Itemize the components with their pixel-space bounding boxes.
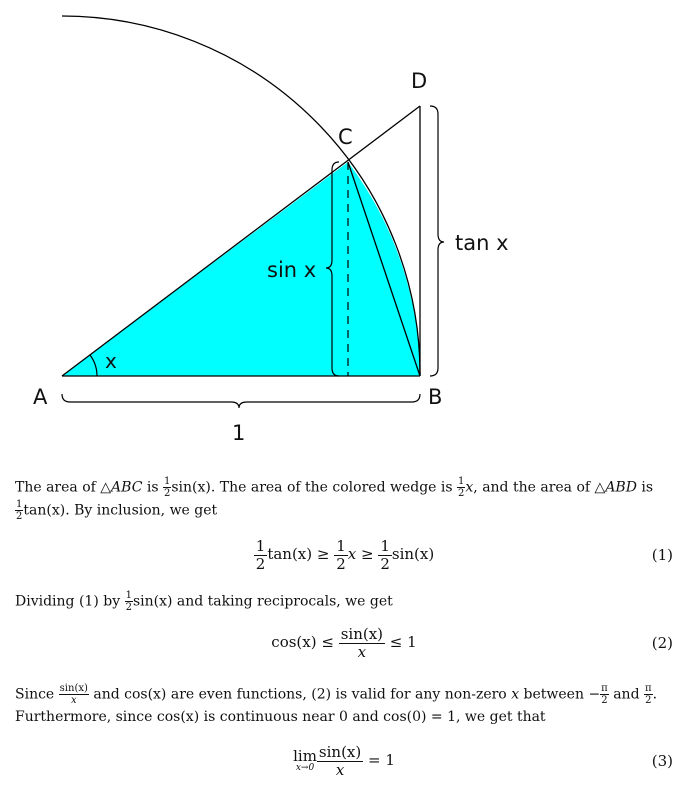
equation-1: $\frac{1}{2}$ tan(x) ≥ $\frac{1}{2}$ x ≥ $\frac{1}{2}$ sin(x) (1) (255, 537, 673, 573)
label-d: D (411, 69, 428, 93)
base-brace (62, 394, 420, 408)
paragraph-dividing: Dividing (1) by $\frac{1}{2}$ sin(x) and taking reciprocals, we get (15, 590, 393, 613)
equation-number-2: (2) (651, 634, 673, 652)
tan-brace (430, 106, 444, 376)
label-a: A (33, 385, 48, 409)
equation-2: cos(x) ≤ $\frac{\sin(x)}{x}$ ≤ 1 (2) (271, 625, 673, 661)
equation-3: lim x→0 $\frac{\sin(x)}{x}$ = 1 (3) (293, 743, 673, 779)
label-base-1: 1 (232, 421, 246, 445)
label-c: C (338, 125, 353, 149)
label-sin-x: sin x (267, 258, 317, 282)
paragraph-areas: The area of △ABC is $\frac{1}{2}$ sin(x). The area of the colored wedge is $\frac{1}{2}$ x, and the area of △ABD is $\frac{1}{2}$ tan(x). By inclusion, we get (15, 476, 654, 522)
colored-wedge (62, 162, 420, 376)
equation-number-1: (1) (651, 546, 673, 564)
label-angle-x: x (105, 349, 117, 373)
paragraph-even-functions: Since $\frac{\sin(x)}{x}$ and cos(x) are even functions, (2) is valid for any non-zero x between − $\frac{\pi}{2}$ and $\frac{\pi}{2}$ . Furthermore, since cos(x) is continuous near 0 and cos(0) = 1, we get that (15, 683, 658, 725)
label-b: B (428, 385, 443, 409)
label-tan-x: tan x (455, 231, 509, 255)
equation-number-3: (3) (651, 752, 673, 770)
